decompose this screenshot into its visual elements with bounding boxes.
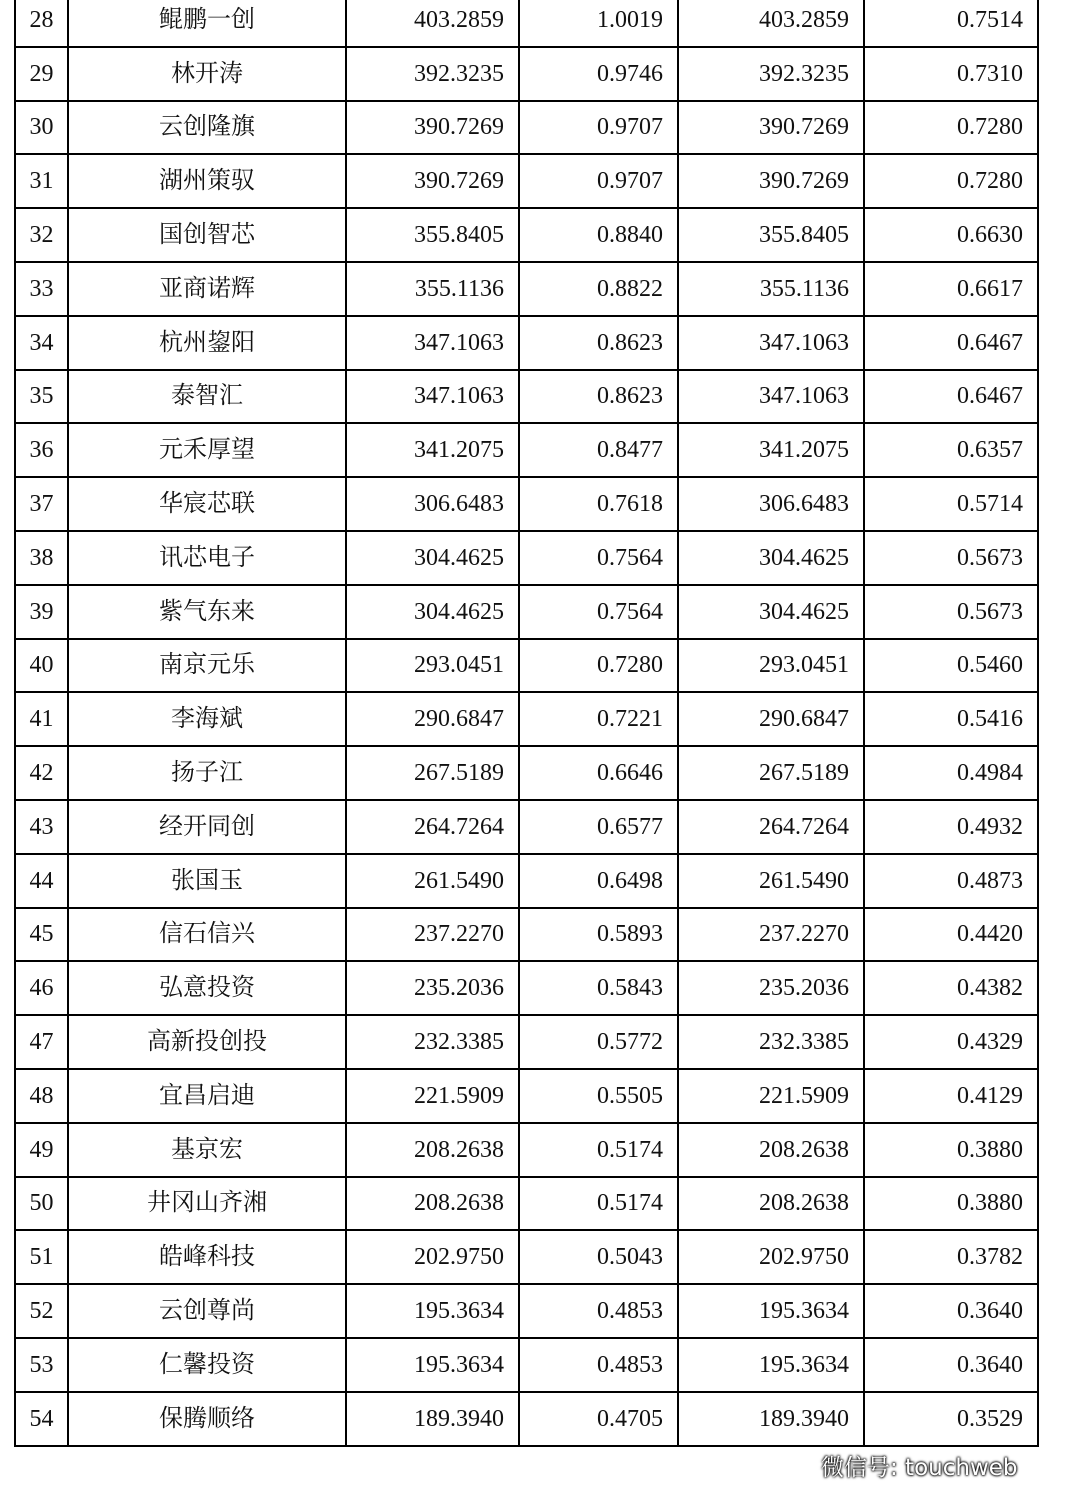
shares-after-cell: 221.5909 xyxy=(678,1069,864,1123)
shareholder-name-cell: 井冈山齐湘 xyxy=(68,1177,346,1231)
ratio-before-cell: 0.8477 xyxy=(519,423,678,477)
row-number-cell: 37 xyxy=(15,477,68,531)
shareholder-name-cell: 信石信兴 xyxy=(68,908,346,962)
shareholder-name-cell: 华宸芯联 xyxy=(68,477,346,531)
ratio-before-cell: 0.6577 xyxy=(519,800,678,854)
ratio-before-cell: 0.5893 xyxy=(519,908,678,962)
ratio-after-cell: 0.6617 xyxy=(864,262,1038,316)
ratio-before-cell: 0.7618 xyxy=(519,477,678,531)
shareholder-name-cell: 亚商诺辉 xyxy=(68,262,346,316)
shares-after-cell: 208.2638 xyxy=(678,1123,864,1177)
shares-after-cell: 390.7269 xyxy=(678,101,864,155)
shareholder-name-cell: 泰智汇 xyxy=(68,370,346,424)
ratio-before-cell: 0.5043 xyxy=(519,1230,678,1284)
shares-before-cell: 189.3940 xyxy=(346,1392,519,1446)
shares-after-cell: 355.8405 xyxy=(678,208,864,262)
row-number-cell: 39 xyxy=(15,585,68,639)
shareholder-name-cell: 保腾顺络 xyxy=(68,1392,346,1446)
row-number-cell: 44 xyxy=(15,854,68,908)
row-number-cell: 35 xyxy=(15,370,68,424)
shares-before-cell: 235.2036 xyxy=(346,961,519,1015)
table-row xyxy=(15,1177,1038,1231)
shares-before-cell: 347.1063 xyxy=(346,370,519,424)
shares-before-cell: 306.6483 xyxy=(346,477,519,531)
ratio-after-cell: 0.6630 xyxy=(864,208,1038,262)
row-number-cell: 52 xyxy=(15,1284,68,1338)
row-number-cell: 48 xyxy=(15,1069,68,1123)
ratio-after-cell: 0.4420 xyxy=(864,908,1038,962)
shares-after-cell: 235.2036 xyxy=(678,961,864,1015)
table-row xyxy=(15,154,1038,208)
shares-before-cell: 293.0451 xyxy=(346,639,519,693)
shares-before-cell: 390.7269 xyxy=(346,154,519,208)
row-number-cell: 41 xyxy=(15,692,68,746)
ratio-before-cell: 0.8623 xyxy=(519,316,678,370)
shares-before-cell: 341.2075 xyxy=(346,423,519,477)
ratio-after-cell: 0.7280 xyxy=(864,101,1038,155)
shares-after-cell: 390.7269 xyxy=(678,154,864,208)
shareholder-name-cell: 基京宏 xyxy=(68,1123,346,1177)
wechat-watermark xyxy=(787,1446,1018,1484)
table-row xyxy=(15,316,1038,370)
table-row xyxy=(15,746,1038,800)
shares-before-cell: 232.3385 xyxy=(346,1015,519,1069)
shareholder-name-cell: 李海斌 xyxy=(68,692,346,746)
ratio-after-cell: 0.4329 xyxy=(864,1015,1038,1069)
shares-after-cell: 392.3235 xyxy=(678,47,864,101)
row-number-cell: 30 xyxy=(15,101,68,155)
ratio-before-cell: 0.7280 xyxy=(519,639,678,693)
shareholder-name-cell: 高新投创投 xyxy=(68,1015,346,1069)
ratio-before-cell: 0.7221 xyxy=(519,692,678,746)
ratio-after-cell: 0.3640 xyxy=(864,1284,1038,1338)
shares-before-cell: 261.5490 xyxy=(346,854,519,908)
shares-before-cell: 267.5189 xyxy=(346,746,519,800)
shareholder-name-cell: 云创尊尚 xyxy=(68,1284,346,1338)
ratio-after-cell: 0.5673 xyxy=(864,585,1038,639)
shareholder-name-cell: 皓峰科技 xyxy=(68,1230,346,1284)
row-number-cell: 33 xyxy=(15,262,68,316)
table-row xyxy=(15,370,1038,424)
ratio-after-cell: 0.3529 xyxy=(864,1392,1038,1446)
table-row xyxy=(15,423,1038,477)
ratio-before-cell: 0.9746 xyxy=(519,47,678,101)
shareholder-name-cell: 林开涛 xyxy=(68,47,346,101)
shares-before-cell: 264.7264 xyxy=(346,800,519,854)
ratio-before-cell: 0.4853 xyxy=(519,1338,678,1392)
shareholder-name-cell: 仁馨投资 xyxy=(68,1338,346,1392)
row-number-cell: 47 xyxy=(15,1015,68,1069)
row-number-cell: 53 xyxy=(15,1338,68,1392)
row-number-cell: 50 xyxy=(15,1177,68,1231)
table-row xyxy=(15,1392,1038,1446)
shares-before-cell: 403.2859 xyxy=(346,0,519,47)
shares-after-cell: 355.1136 xyxy=(678,262,864,316)
shareholder-name-cell: 国创智芯 xyxy=(68,208,346,262)
shareholder-name-cell: 讯芯电子 xyxy=(68,531,346,585)
table-row xyxy=(15,262,1038,316)
ratio-before-cell: 0.8822 xyxy=(519,262,678,316)
table-row xyxy=(15,1230,1038,1284)
ratio-after-cell: 0.5460 xyxy=(864,639,1038,693)
shares-after-cell: 293.0451 xyxy=(678,639,864,693)
row-number-cell: 34 xyxy=(15,316,68,370)
table-row xyxy=(15,1284,1038,1338)
ratio-after-cell: 0.7514 xyxy=(864,0,1038,47)
shares-before-cell: 195.3634 xyxy=(346,1284,519,1338)
table-row xyxy=(15,477,1038,531)
shares-before-cell: 304.4625 xyxy=(346,531,519,585)
table-row xyxy=(15,101,1038,155)
shareholder-table-container xyxy=(14,0,1037,1447)
shares-after-cell: 261.5490 xyxy=(678,854,864,908)
table-row xyxy=(15,0,1038,47)
ratio-after-cell: 0.7310 xyxy=(864,47,1038,101)
table-row xyxy=(15,531,1038,585)
shares-before-cell: 208.2638 xyxy=(346,1123,519,1177)
row-number-cell: 29 xyxy=(15,47,68,101)
ratio-after-cell: 0.7280 xyxy=(864,154,1038,208)
table-row xyxy=(15,854,1038,908)
ratio-after-cell: 0.4382 xyxy=(864,961,1038,1015)
shares-before-cell: 347.1063 xyxy=(346,316,519,370)
ratio-after-cell: 0.3782 xyxy=(864,1230,1038,1284)
row-number-cell: 42 xyxy=(15,746,68,800)
ratio-after-cell: 0.3880 xyxy=(864,1123,1038,1177)
shareholder-name-cell: 杭州鋆阳 xyxy=(68,316,346,370)
table-row xyxy=(15,1338,1038,1392)
shareholder-name-cell: 扬子江 xyxy=(68,746,346,800)
table-row xyxy=(15,1015,1038,1069)
row-number-cell: 49 xyxy=(15,1123,68,1177)
ratio-before-cell: 0.9707 xyxy=(519,154,678,208)
shares-after-cell: 195.3634 xyxy=(678,1284,864,1338)
table-row xyxy=(15,800,1038,854)
ratio-before-cell: 0.7564 xyxy=(519,585,678,639)
shares-after-cell: 403.2859 xyxy=(678,0,864,47)
shares-after-cell: 306.6483 xyxy=(678,477,864,531)
shares-after-cell: 232.3385 xyxy=(678,1015,864,1069)
ratio-before-cell: 1.0019 xyxy=(519,0,678,47)
shares-before-cell: 355.1136 xyxy=(346,262,519,316)
row-number-cell: 32 xyxy=(15,208,68,262)
ratio-before-cell: 0.6498 xyxy=(519,854,678,908)
row-number-cell: 45 xyxy=(15,908,68,962)
row-number-cell: 43 xyxy=(15,800,68,854)
shareholder-name-cell: 弘意投资 xyxy=(68,961,346,1015)
shares-after-cell: 202.9750 xyxy=(678,1230,864,1284)
wechat-icon xyxy=(787,1450,817,1480)
shareholder-name-cell: 宜昌启迪 xyxy=(68,1069,346,1123)
table-body xyxy=(15,0,1038,1446)
ratio-before-cell: 0.8840 xyxy=(519,208,678,262)
shareholder-name-cell: 鲲鹏一创 xyxy=(68,0,346,47)
shareholder-name-cell: 张国玉 xyxy=(68,854,346,908)
row-number-cell: 28 xyxy=(15,0,68,47)
table-row xyxy=(15,47,1038,101)
shares-after-cell: 195.3634 xyxy=(678,1338,864,1392)
shares-after-cell: 347.1063 xyxy=(678,370,864,424)
ratio-before-cell: 0.5505 xyxy=(519,1069,678,1123)
shares-after-cell: 347.1063 xyxy=(678,316,864,370)
shares-after-cell: 208.2638 xyxy=(678,1177,864,1231)
row-number-cell: 40 xyxy=(15,639,68,693)
table-row xyxy=(15,692,1038,746)
ratio-after-cell: 0.6467 xyxy=(864,316,1038,370)
watermark-text: 微信号: touchweb xyxy=(821,1454,1018,1481)
ratio-before-cell: 0.6646 xyxy=(519,746,678,800)
ratio-before-cell: 0.4705 xyxy=(519,1392,678,1446)
ratio-after-cell: 0.4984 xyxy=(864,746,1038,800)
ratio-before-cell: 0.5772 xyxy=(519,1015,678,1069)
shares-after-cell: 304.4625 xyxy=(678,585,864,639)
shares-before-cell: 304.4625 xyxy=(346,585,519,639)
row-number-cell: 31 xyxy=(15,154,68,208)
ratio-after-cell: 0.6357 xyxy=(864,423,1038,477)
ratio-after-cell: 0.4873 xyxy=(864,854,1038,908)
ratio-before-cell: 0.9707 xyxy=(519,101,678,155)
ratio-before-cell: 0.8623 xyxy=(519,370,678,424)
shares-before-cell: 208.2638 xyxy=(346,1177,519,1231)
ratio-after-cell: 0.4932 xyxy=(864,800,1038,854)
table-row xyxy=(15,208,1038,262)
shares-before-cell: 355.8405 xyxy=(346,208,519,262)
table-row xyxy=(15,1123,1038,1177)
shares-before-cell: 202.9750 xyxy=(346,1230,519,1284)
row-number-cell: 36 xyxy=(15,423,68,477)
ratio-before-cell: 0.5174 xyxy=(519,1177,678,1231)
shares-before-cell: 195.3634 xyxy=(346,1338,519,1392)
table-row xyxy=(15,961,1038,1015)
shareholder-name-cell: 紫气东来 xyxy=(68,585,346,639)
ratio-after-cell: 0.3880 xyxy=(864,1177,1038,1231)
shareholder-name-cell: 湖州策驭 xyxy=(68,154,346,208)
shares-after-cell: 264.7264 xyxy=(678,800,864,854)
ratio-after-cell: 0.3640 xyxy=(864,1338,1038,1392)
row-number-cell: 46 xyxy=(15,961,68,1015)
shares-after-cell: 290.6847 xyxy=(678,692,864,746)
shareholder-name-cell: 云创隆旗 xyxy=(68,101,346,155)
ratio-before-cell: 0.5174 xyxy=(519,1123,678,1177)
ratio-before-cell: 0.5843 xyxy=(519,961,678,1015)
shares-after-cell: 189.3940 xyxy=(678,1392,864,1446)
shares-after-cell: 341.2075 xyxy=(678,423,864,477)
shares-before-cell: 392.3235 xyxy=(346,47,519,101)
ratio-before-cell: 0.7564 xyxy=(519,531,678,585)
ratio-after-cell: 0.6467 xyxy=(864,370,1038,424)
shareholder-table xyxy=(14,0,1039,1447)
ratio-after-cell: 0.4129 xyxy=(864,1069,1038,1123)
row-number-cell: 38 xyxy=(15,531,68,585)
table-row xyxy=(15,1069,1038,1123)
shares-after-cell: 237.2270 xyxy=(678,908,864,962)
shares-before-cell: 390.7269 xyxy=(346,101,519,155)
ratio-before-cell: 0.4853 xyxy=(519,1284,678,1338)
table-row xyxy=(15,908,1038,962)
table-row xyxy=(15,639,1038,693)
shares-after-cell: 304.4625 xyxy=(678,531,864,585)
shares-after-cell: 267.5189 xyxy=(678,746,864,800)
ratio-after-cell: 0.5673 xyxy=(864,531,1038,585)
shares-before-cell: 221.5909 xyxy=(346,1069,519,1123)
shareholder-name-cell: 经开同创 xyxy=(68,800,346,854)
shareholder-name-cell: 元禾厚望 xyxy=(68,423,346,477)
shares-before-cell: 290.6847 xyxy=(346,692,519,746)
ratio-after-cell: 0.5416 xyxy=(864,692,1038,746)
row-number-cell: 51 xyxy=(15,1230,68,1284)
shareholder-name-cell: 南京元乐 xyxy=(68,639,346,693)
ratio-after-cell: 0.5714 xyxy=(864,477,1038,531)
shares-before-cell: 237.2270 xyxy=(346,908,519,962)
row-number-cell: 54 xyxy=(15,1392,68,1446)
table-row xyxy=(15,585,1038,639)
